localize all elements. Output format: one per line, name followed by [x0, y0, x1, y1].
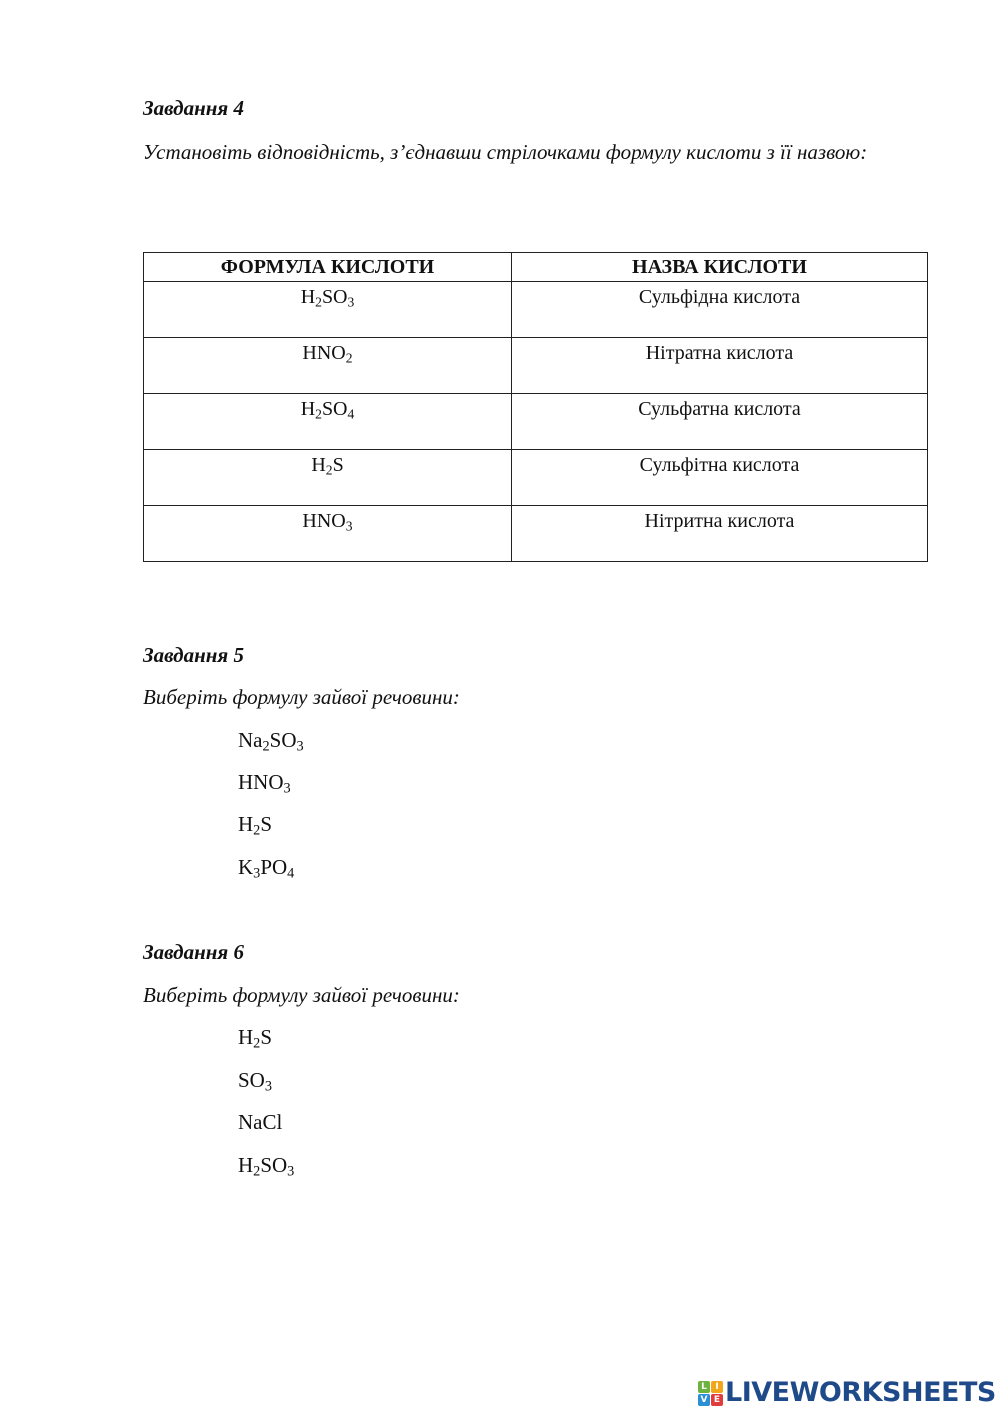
logo-tile: I: [711, 1381, 723, 1393]
task6-option[interactable]: $SO_3$: [238, 1068, 272, 1095]
header-formula: ФОРМУЛА КИСЛОТИ: [144, 253, 512, 282]
task6-option[interactable]: $H_2S$: [238, 1025, 272, 1052]
table-row: [144, 282, 928, 338]
task6-title: Завдання 6: [143, 940, 244, 964]
formula-cell[interactable]: $HNO_2$: [144, 338, 512, 394]
task6-option[interactable]: NaCl: [238, 1110, 283, 1134]
task6-option[interactable]: $H_2SO_3$: [238, 1153, 295, 1180]
acid-name-cell[interactable]: Сульфатна кислота: [512, 394, 928, 450]
task5-title: Завдання 5: [143, 643, 244, 667]
formula-cell[interactable]: $H_2S$: [144, 450, 512, 506]
matching-table: [143, 252, 928, 562]
header-name: НАЗВА КИСЛОТИ: [512, 253, 928, 282]
liveworksheets-logo: [698, 1379, 996, 1407]
task5-option[interactable]: $HNO_3$: [238, 770, 291, 797]
acid-name-cell[interactable]: Нітратна кислота: [512, 338, 928, 394]
table-row: [144, 394, 928, 450]
logo-tile: V: [698, 1394, 710, 1406]
logo-tile: L: [698, 1381, 710, 1393]
logo-tiles-icon: [698, 1381, 723, 1406]
task5-option[interactable]: $Na_2SO_3$: [238, 728, 304, 755]
task5-option[interactable]: $K_3PO_4$: [238, 855, 295, 882]
table-row: [144, 506, 928, 562]
task5-option[interactable]: $H_2S$: [238, 812, 272, 839]
task4-title: Завдання 4: [143, 96, 244, 120]
task4-instruction: Установіть відповідність, з’єднавши стрілочками формулу кислоти з її назвою:: [143, 140, 868, 164]
task5-instruction: Виберіть формулу зайвої речовини:: [143, 685, 460, 709]
table-row: [144, 450, 928, 506]
task6-instruction: Виберіть формулу зайвої речовини:: [143, 983, 460, 1007]
formula-cell[interactable]: $HNO_3$: [144, 506, 512, 562]
formula-cell[interactable]: $H_2SO_3$: [144, 282, 512, 338]
logo-tile: E: [711, 1394, 723, 1406]
acid-name-cell[interactable]: Сульфідна кислота: [512, 282, 928, 338]
table-row: [144, 338, 928, 394]
table-header-row: [144, 253, 928, 282]
acid-name-cell[interactable]: Нітритна кислота: [512, 506, 928, 562]
acid-name-cell[interactable]: Сульфітна кислота: [512, 450, 928, 506]
formula-cell[interactable]: $H_2SO_4$: [144, 394, 512, 450]
logo-text: LIVEWORKSHEETS: [725, 1377, 996, 1408]
